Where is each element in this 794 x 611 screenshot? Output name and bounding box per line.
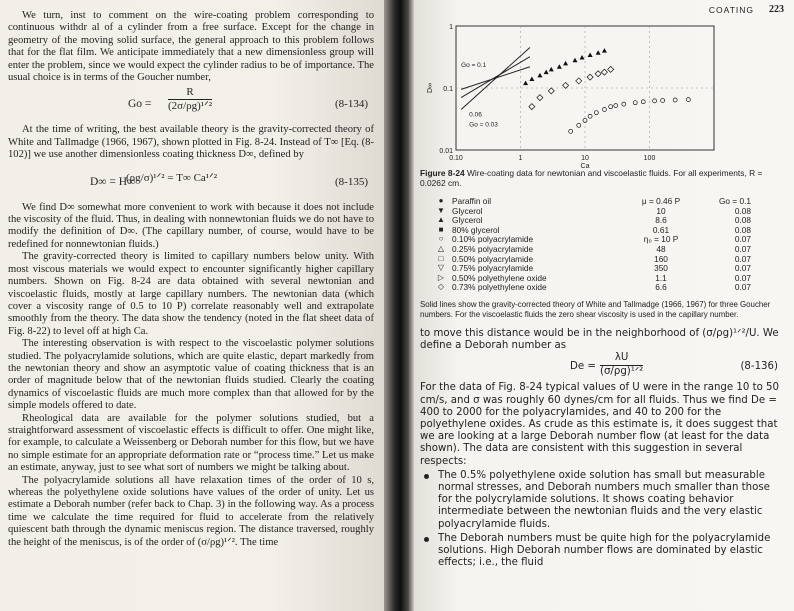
data-point-filled xyxy=(563,61,568,66)
legend-fluid-name: 0.50% polyethylene oxide xyxy=(452,272,547,283)
legend-symbol-icon: ○ xyxy=(438,234,444,244)
legend-goucher: 0.07 xyxy=(734,253,751,264)
equation-8-134 xyxy=(8,86,374,122)
figure-caption xyxy=(420,168,782,188)
data-point-open xyxy=(569,129,573,133)
legend-row xyxy=(436,234,776,244)
data-point-filled xyxy=(544,70,549,75)
legend-viscosity: 48 xyxy=(656,243,666,254)
x-tick-label: 1 xyxy=(518,155,523,162)
bullet-text: The 0.5% polyethylene oxide solution has small but measurable normal stresses, and Deborah numbers much smaller than those for the polycrylamide solutions. It shows coating behavior intermediate between the newtonian fluids and the very elastic polyacrylamide fluids. xyxy=(438,469,770,530)
data-point-open xyxy=(614,104,618,108)
data-point-open xyxy=(588,114,592,118)
legend-goucher: 0.08 xyxy=(734,224,751,235)
bullet-item xyxy=(420,533,782,570)
left-page-text xyxy=(8,10,374,549)
legend-symbol-icon: ▷ xyxy=(437,272,445,282)
data-point-filled xyxy=(557,64,562,69)
data-point-diamond xyxy=(587,74,593,80)
equation-rhs: (ρg/σ)¹ᐟ² = T∞ Ca¹ᐟ² xyxy=(126,171,218,184)
legend-symbol-icon: ■ xyxy=(438,224,444,234)
paragraph: The gravity-corrected theory is limited to capillary numbers below unity. With most viscous materials we would expect to encounter significantly higher capillary numbers. Shown on Fig. 8-24 are data obtained with several newtonian and viscoelastic fluids, mostly at large capillary numbers. The newtonian data (which cover a viscosity range of 0.5 to 10 P) correlate reasonably well and extrapolate smoothly from the theory. The data show the tendency (noted in the flat sheet data of Fig. 8-22) to level off at high Ca. xyxy=(8,251,374,337)
legend-viscosity: 10 xyxy=(656,205,666,216)
data-point-filled xyxy=(596,50,601,55)
data-point-open xyxy=(609,105,613,109)
data-point-open xyxy=(686,98,690,102)
chart-annotation: 0.06 xyxy=(469,111,482,119)
data-point-diamond xyxy=(595,71,601,77)
equation-denominator: (2σ/ρg)¹ᐟ² xyxy=(168,99,213,112)
data-point-open xyxy=(633,101,637,105)
data-point-open xyxy=(594,111,598,115)
book-gutter xyxy=(384,0,414,611)
legend-symbol-icon: △ xyxy=(437,243,445,253)
data-point-diamond xyxy=(608,66,614,72)
data-point-open xyxy=(622,102,626,106)
legend-goucher: 0.07 xyxy=(734,234,751,245)
data-point-open xyxy=(577,123,581,127)
equation-8-135 xyxy=(8,164,374,200)
data-point-open xyxy=(661,98,665,102)
legend-goucher: 0.07 xyxy=(734,282,751,293)
data-point-diamond xyxy=(529,104,535,110)
bullet-item xyxy=(420,470,782,531)
data-point-diamond xyxy=(601,69,607,75)
paragraph: to move this distance would be in the neighborhood of (σ/ρg)¹ᐟ²/U. We define a Deborah number as xyxy=(420,328,779,352)
legend-viscosity: 0.61 xyxy=(652,224,670,235)
legend-viscosity: 350 xyxy=(654,263,668,274)
chart-annotation: Go = 0.1 xyxy=(461,61,487,69)
legend-goucher: Go = 0.1 xyxy=(718,196,751,206)
legend-symbol-icon: ◇ xyxy=(437,282,445,292)
y-axis-label: D∞ xyxy=(427,82,434,94)
paragraph: At the time of writing, the best available theory is the gravity-corrected theory of White and Tallmadge (1966, 1967), shown plotted in Fig. 8-24. Instead of T∞ [Eq. (8-102)] we use another dimensionless coating thickness D∞, defined by xyxy=(8,124,374,161)
legend-symbol-icon: ● xyxy=(438,196,444,205)
data-point-open xyxy=(673,98,677,102)
chart-annotation: Go = 0.03 xyxy=(469,121,498,129)
equation-denominator: (σ/ρg)¹ᐟ² xyxy=(600,365,644,377)
legend-viscosity: η₀ = 10 P xyxy=(643,234,679,245)
data-point-filled xyxy=(529,76,534,81)
data-point-filled xyxy=(602,48,607,53)
x-tick-label: 10 xyxy=(581,155,589,162)
data-point-filled xyxy=(588,53,593,58)
legend-goucher: 0.07 xyxy=(734,243,751,254)
legend-fluid-name: Glycerol xyxy=(452,215,483,226)
legend-row xyxy=(436,215,776,225)
legend-row xyxy=(436,196,776,206)
paragraph: Rheological data are available for the polymer solutions studied, but a straightforward assessment of viscoelastic effects is difficult to offer. One might like, for example, to calculate a Weissenberg or Deborah number for this flow, but we have no simple estimate for an appropriate deformation rate or “process time.” Let us make an estimate, anyway, just to see what sort of numbers we might be talking about. xyxy=(8,412,374,474)
equation-number: (8-135) xyxy=(335,175,368,188)
equation-fraction xyxy=(600,352,643,377)
data-point-diamond xyxy=(537,95,543,101)
legend-symbol-icon: □ xyxy=(438,253,444,263)
data-point-open xyxy=(602,108,606,112)
right-page-text xyxy=(420,328,782,569)
data-point-filled xyxy=(573,58,578,63)
x-tick-label: 0.10 xyxy=(449,155,463,162)
bullet-icon xyxy=(424,537,429,542)
legend-fluid-name: 0.73% polyethylene oxide xyxy=(452,282,547,293)
chart-marks xyxy=(523,48,690,133)
equation-number: (8-136) xyxy=(740,361,778,373)
data-point-filled xyxy=(580,55,585,60)
paragraph: The interesting observation is with respect to the viscoelastic polymer solutions studied. The polyacrylamide solutions, which are quite elastic, depart markedly from the newtonian theory and show an asymptotic value of coating thickness that is an order of magnitude below that of the newtonian fluids studied. Clearly the coating dynamics of viscoelastic fluids are much more complex than that allowed for by the simple models offered to date. xyxy=(8,338,374,412)
equation-fraction xyxy=(168,86,212,112)
bullet-text: The Deborah numbers must be quite high for the polyacrylamide solutions. High Deborah number flows are dominated by elastic effects; i.e., the fluid xyxy=(438,532,771,569)
legend-row xyxy=(436,254,776,264)
legend-row xyxy=(436,282,776,292)
paragraph: We find D∞ somewhat more convenient to work with because it does not include the viscosity of the fluid. Thus, in dealing with nonnewtonian fluids we do not have to modify the definition of D∞. (The capillary number, of course, would have to be redefined for nonnewtonian fluids.) xyxy=(8,201,374,250)
legend-fluid-name: 0.75% polyacrylamide xyxy=(452,263,534,274)
paragraph: For the data of Fig. 8-24 typical values of U were in the range 10 to 50 cm/s, and σ was roughly 60 dynes/cm for all fluids. Thus we find De = 400 to 2000 for the polyacrylamides, and 40 to 200 for the polyethylene oxides. As crude as this estimate is, it does suggest that we are looking at a large Deborah number flow (at least for the data shown). The data are consistent with this suggestion in several respects: xyxy=(420,382,780,467)
data-point-diamond xyxy=(548,88,554,94)
figure-note: Solid lines show the gravity-corrected theory of White and Tallmadge (1966, 1967) for three Goucher numbers. For the viscoelastic fluids the zero shear viscosity is used in the capillary number. xyxy=(420,300,771,319)
equation-numerator: λU xyxy=(600,352,643,365)
paragraph: The polyacrylamide solutions all have relaxation times of the order of 10 s, whereas the polyethylene oxide solutions have values of the order of unity. Let us estimate a Deborah number (refer back to Chap. 3) in the following way. As a process time we calculate the time required for fluid to accelerate from the relatively quiescent bath through the dynamic meniscus region. The distance traversed, roughly the height of the meniscus, is of the order of (σ/ρg)¹ᐟ². The time xyxy=(8,474,374,548)
running-header: COATING xyxy=(708,5,754,15)
equation-number: (8-134) xyxy=(335,98,368,111)
legend-goucher: 0.07 xyxy=(734,263,751,274)
legend-fluid-name: 0.10% polyacrylamide xyxy=(452,234,534,245)
theory-line xyxy=(461,67,530,90)
legend-row xyxy=(436,273,776,283)
chart-svg xyxy=(414,18,794,168)
x-axis-label: Ca xyxy=(580,163,590,168)
legend-viscosity: 6.6 xyxy=(655,282,667,293)
legend-symbol-icon: ▲ xyxy=(437,215,445,225)
paragraph: We turn, inst to comment on the wire-coating problem corresponding to continuous withdr al of a cylinder from a free surface. Except for the change in geometry of the moving solid surface, the general approach to this problem follows that for the flat film. We anticipate immediately that a new dimensionless group will enter the problem, since we would expect the cylinder radius to be of importance. The usual choice is in terms of the Goucher number, xyxy=(8,10,374,84)
equation-8-136 xyxy=(420,352,782,382)
legend-row xyxy=(436,244,776,254)
legend-goucher: 0.08 xyxy=(734,215,751,226)
equation-lhs: Go = xyxy=(128,98,152,111)
left-page xyxy=(0,0,388,611)
legend-viscosity: 8.6 xyxy=(655,215,667,226)
x-tick-label: 100 xyxy=(643,155,656,162)
legend-symbol-icon: ▽ xyxy=(437,263,445,273)
legend-row xyxy=(436,225,776,235)
y-tick-label: 1 xyxy=(449,24,453,31)
legend-viscosity: 160 xyxy=(654,253,668,264)
legend-viscosity: μ = 0.46 P xyxy=(641,196,681,206)
legend-row xyxy=(436,206,776,216)
page-number: 223 xyxy=(769,4,784,15)
legend-fluid-name: Paraffin oil xyxy=(452,196,492,206)
legend-fluid-name: Glycerol xyxy=(452,205,483,216)
equation-lhs: De = xyxy=(570,361,596,373)
data-point-diamond xyxy=(576,78,582,84)
legend-row xyxy=(436,263,776,273)
legend-fluid-name: 80% glycerol xyxy=(452,224,500,235)
legend-fluid-name: 0.25% polyacrylamide xyxy=(452,243,534,254)
data-point-diamond xyxy=(563,82,569,88)
legend-table xyxy=(436,196,776,292)
figure-caption-text: Wire-coating data for newtonian and viscoelastic fluids. For all experiments, R = 0.0262 cm. xyxy=(420,168,763,188)
legend-goucher: 0.07 xyxy=(734,272,751,283)
legend-fluid-name: 0.50% polyacrylamide xyxy=(452,253,534,264)
right-page xyxy=(414,0,794,611)
y-tick-label: 0.1 xyxy=(443,86,453,93)
equation-numerator: R xyxy=(168,86,212,99)
data-point-filled xyxy=(537,73,542,78)
equation-lhs: D∞ = H∞ xyxy=(90,175,136,188)
data-point-open xyxy=(653,99,657,103)
legend-symbol-icon: ▼ xyxy=(437,205,445,215)
y-tick-label: 0.01 xyxy=(439,148,453,155)
legend-goucher: 0.08 xyxy=(734,205,751,216)
bullet-icon xyxy=(424,474,429,479)
figure-caption-label: Figure 8-24 xyxy=(420,168,465,178)
chart-axes xyxy=(427,24,714,168)
data-point-filled xyxy=(523,81,528,86)
figure-8-24 xyxy=(414,18,794,168)
legend-viscosity: 1.1 xyxy=(655,272,667,283)
data-point-filled xyxy=(549,67,554,72)
data-point-open xyxy=(641,100,645,104)
